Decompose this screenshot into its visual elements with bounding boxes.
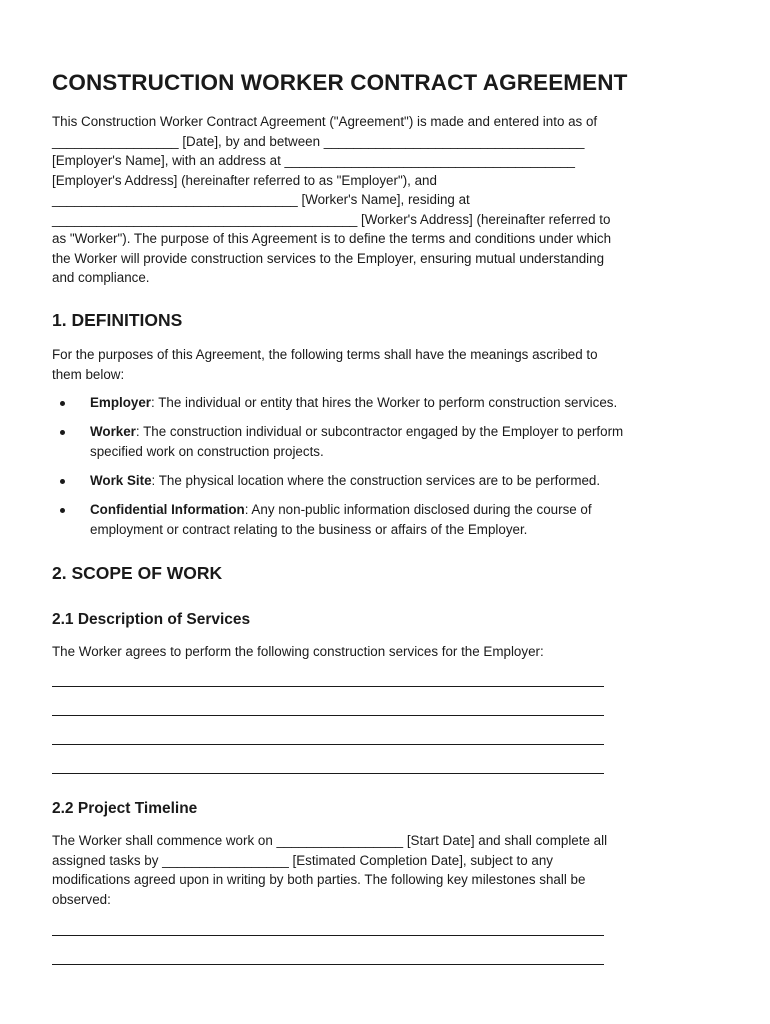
- services-blank-line: [52, 715, 604, 716]
- document-title: CONSTRUCTION WORKER CONTRACT AGREEMENT: [52, 70, 628, 95]
- definition-text: [90, 422, 720, 461]
- services-intro: The Worker agrees to perform the following construction services for the Employer:: [52, 644, 544, 659]
- timeline-line: The Worker shall commence work on _________________ [Start Date] and shall complete all: [52, 833, 608, 848]
- intro-line: the Worker will provide construction services to the Employer, ensuring mutual understanding: [52, 250, 605, 266]
- section-heading-scope-of-work: 2. SCOPE OF WORK: [52, 563, 223, 583]
- services-blank-line: [52, 773, 604, 774]
- intro-line: and compliance.: [52, 270, 150, 285]
- definition-desc-cont: employment or contract relating to the business or affairs of the Employer.: [90, 521, 528, 537]
- timeline-paragraph: [52, 831, 717, 909]
- timeline-line: observed:: [52, 891, 111, 907]
- intro-paragraph: [52, 112, 717, 288]
- definition-term: Employer: [90, 395, 152, 410]
- bullet-icon: [60, 508, 65, 513]
- definition-term: Work Site: [90, 473, 152, 488]
- definition-desc: : The construction individual or subcontractor engaged by the Employer to perform: [135, 424, 624, 439]
- bullet-icon: [60, 430, 65, 435]
- intro-line: _________________ [Date], by and between ___________________________________: [52, 133, 585, 149]
- definition-text: [90, 471, 720, 491]
- intro-line: _________________________________________ [Worker's Address] (hereinafter referred to: [52, 211, 611, 227]
- intro-line: [Employer's Address] (hereinafter referred to as "Employer"), and: [52, 172, 437, 188]
- services-blank-line: [52, 744, 604, 745]
- definition-term: Worker: [90, 424, 136, 439]
- timeline-line: assigned tasks by _________________ [Estimated Completion Date], subject to any: [52, 852, 553, 868]
- intro-line: [Employer's Name], with an address at _______________________________________: [52, 153, 575, 168]
- section-heading-definitions: 1. DEFINITIONS: [52, 310, 183, 330]
- definitions-intro-line: For the purposes of this Agreement, the following terms shall have the meanings ascribed to: [52, 347, 598, 362]
- bullet-icon: [60, 479, 65, 484]
- subsection-heading-description-of-services: 2.1 Description of Services: [52, 611, 251, 628]
- subsection-heading-project-timeline: 2.2 Project Timeline: [52, 800, 198, 817]
- milestone-blank-line: [52, 935, 604, 936]
- definition-text: [90, 500, 720, 539]
- definitions-intro-line: them below:: [52, 366, 125, 382]
- definition-text: [90, 393, 720, 413]
- timeline-line: modifications agreed upon in writing by both parties. The following key milestones shall be: [52, 872, 586, 887]
- milestone-blank-line: [52, 964, 604, 965]
- definitions-intro: [52, 345, 717, 384]
- intro-line: _________________________________ [Worker's Name], residing at: [52, 192, 470, 207]
- intro-line: This Construction Worker Contract Agreement ("Agreement") is made and entered into as of: [52, 114, 598, 129]
- definition-desc: : The physical location where the construction services are to be performed.: [151, 473, 601, 488]
- bullet-icon: [60, 401, 65, 406]
- definition-desc: : The individual or entity that hires the Worker to perform construction services.: [151, 395, 618, 410]
- intro-line: as "Worker"). The purpose of this Agreement is to define the terms and conditions under which: [52, 231, 612, 246]
- definition-desc: : Any non-public information disclosed during the course of: [244, 502, 592, 517]
- definition-desc-cont: specified work on construction projects.: [90, 443, 324, 459]
- services-blank-line: [52, 686, 604, 687]
- definition-term: Confidential Information: [90, 502, 245, 517]
